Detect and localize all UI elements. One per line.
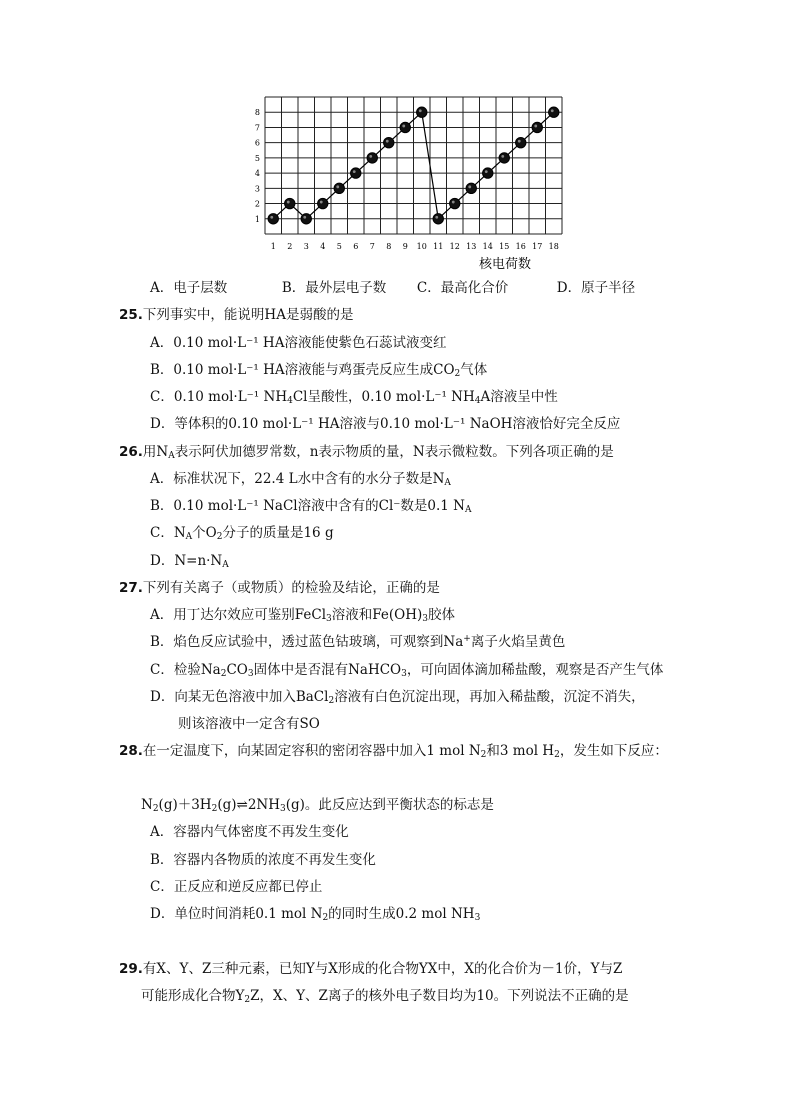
q28-option-d[interactable]: D．单位时间消耗0.1 mol $N_2$的同时生成0.2 mol $NH_3$ (150, 906, 481, 923)
x-tick-label: 13 (466, 242, 477, 251)
data-point-highlight (419, 109, 422, 112)
q27-number: 27. (119, 580, 143, 596)
data-point-highlight (452, 201, 455, 204)
x-tick-label: 5 (336, 242, 342, 251)
data-point-highlight (386, 140, 389, 143)
x-tick-label: 14 (482, 242, 493, 251)
chart-grid (265, 97, 562, 234)
data-point-highlight (468, 185, 471, 188)
x-tick-label: 12 (449, 242, 460, 251)
data-point (417, 107, 427, 117)
x-tick-label: 9 (402, 242, 408, 251)
q26-option-d[interactable]: D．$N=n\cdot N_A$ (150, 553, 229, 570)
q24-option-a[interactable]: A．电子层数 (150, 280, 228, 296)
x-tick-label: 17 (532, 242, 543, 251)
q27-option-c[interactable]: C．检验$Na_2CO_3$固体中是否混有NaHCO$_3$，可向固体滴加稀盐酸，观察是否产生气体 (150, 662, 664, 679)
q28-option-c[interactable]: C．正反应和逆反应都已停止 (150, 879, 323, 895)
q27-option-d-continued: 则该溶液中一定含有SO (178, 716, 320, 732)
q29-number: 29. (119, 961, 143, 977)
q29-stem-line2: 可能形成化合物$Y_2Z$，X、Y、Z离子的核外电子数目均为10。下列说法不正确的是 (141, 988, 629, 1005)
data-point (450, 198, 460, 208)
x-tick-label: 4 (320, 242, 326, 251)
y-tick-label: 6 (254, 138, 260, 148)
x-axis-ticks (271, 242, 559, 251)
y-axis-ticks (255, 108, 260, 224)
data-point-highlight (287, 201, 290, 204)
y-tick-label: 4 (254, 169, 260, 179)
q25-number: 25. (119, 307, 143, 323)
data-point-highlight (402, 125, 405, 128)
q27-option-b[interactable]: B．焰色反应试验中，透过蓝色钴玻璃，可观察到Na+离子火焰呈黄色 (150, 634, 566, 650)
q24-option-d[interactable]: D．原子半径 (556, 280, 636, 296)
data-point-highlight (551, 109, 554, 112)
y-tick-label: 5 (254, 153, 260, 163)
data-point-highlight (336, 185, 339, 188)
q27-option-d[interactable]: D．向某无色溶液中加入BaCl$_2$溶液有白色沉淀出现，再加入稀盐酸，沉淀不消失， (150, 689, 645, 706)
q25-option-b[interactable]: B．0.10 mol·L⁻¹ HA溶液能与鸡蛋壳反应生成$CO_2$气体 (150, 362, 488, 379)
q25-stem: 25.下列事实中，能说明HA是弱酸的是 (119, 307, 354, 323)
y-tick-label: 2 (254, 199, 260, 209)
q28-equation: $N_2(g)+3H_2(g)\rightleftharpoons 2NH_3(g)$。此反应达到平衡状态的标志是 (141, 797, 494, 814)
q28-option-b[interactable]: B．容器内各物质的浓度不再发生变化 (150, 852, 376, 868)
q24-option-c[interactable]: C．最高化合价 (416, 280, 509, 296)
data-point-highlight (534, 125, 537, 128)
data-point (466, 183, 476, 193)
data-point-highlight (353, 170, 356, 173)
y-tick-label: 7 (254, 123, 260, 133)
q27-option-a[interactable]: A．用丁达尔效应可鉴别FeCl$_3$溶液和$Fe(OH)_3$胶体 (150, 607, 455, 624)
data-point-highlight (303, 216, 306, 219)
data-point (268, 214, 278, 224)
q24-options (150, 279, 635, 297)
q25-option-a[interactable]: A．0.10 mol·L⁻¹ HA溶液能使紫色石蕊试液变红 (150, 335, 447, 351)
q28-option-a[interactable]: A．容器内气体密度不再发生变化 (150, 824, 349, 840)
data-point-highlight (270, 216, 273, 219)
data-point (532, 122, 542, 132)
data-point (367, 153, 377, 163)
nuclear-charge-chart (0, 0, 790, 280)
q26-option-b[interactable]: B．0.10 mol·L⁻¹ NaCl溶液中含有的Cl⁻数是0.1 $N_A$ (150, 498, 472, 515)
x-tick-label: 2 (287, 242, 293, 251)
q27-stem: 27.下列有关离子（或物质）的检验及结论，正确的是 (119, 580, 440, 596)
q25-option-c[interactable]: C．0.10 mol·L⁻¹ $NH_4Cl$呈酸性，0.10 mol·L⁻¹ $NH_4A$溶液呈中性 (150, 389, 558, 406)
q26-stem: 26.用$N_A$表示阿伏加德罗常数，n表示物质的量，N表示微粒数。下列各项正确的是 (119, 444, 614, 461)
x-tick-label: 11 (433, 242, 444, 251)
data-point-highlight (435, 216, 438, 219)
x-tick-label: 16 (515, 242, 526, 251)
data-point (384, 137, 394, 147)
data-point-highlight (518, 140, 521, 143)
data-point (433, 214, 443, 224)
q26-number: 26. (119, 444, 143, 460)
q28-number: 28. (119, 743, 143, 759)
y-tick-label: 8 (254, 108, 260, 118)
data-point-highlight (501, 155, 504, 158)
q26-option-c[interactable]: C．$N_A$个$O_2$分子的质量是16 g (150, 525, 334, 542)
x-tick-label: 8 (386, 242, 392, 251)
x-tick-label: 7 (369, 242, 375, 251)
data-point (351, 168, 361, 178)
data-point (334, 183, 344, 193)
x-tick-label: 3 (303, 242, 309, 251)
data-point (499, 153, 509, 163)
y-tick-label: 3 (254, 184, 260, 194)
data-point (400, 122, 410, 132)
y-tick-label: 1 (254, 214, 260, 224)
data-point (318, 198, 328, 208)
q28-stem: 28.在一定温度下，向某固定容积的密闭容器中加入1 mol $N_2$和3 mol $H_2$，发生如下反应： (119, 743, 668, 760)
x-axis-label: 核电荷数 (478, 257, 532, 272)
q29-stem-line1: 29.有X、Y、Z三种元素，已知Y与X形成的化合物YX中，X的化合价为－1价，Y与Z (119, 961, 623, 977)
data-point (301, 214, 311, 224)
data-point (285, 198, 295, 208)
data-point (483, 168, 493, 178)
data-point (549, 107, 559, 117)
x-tick-label: 15 (499, 242, 510, 251)
q24-option-b[interactable]: B．最外层电子数 (281, 280, 387, 296)
x-tick-label: 18 (548, 242, 559, 251)
q26-option-a[interactable]: A．标准状况下，22.4 L水中含有的水分子数是$N_A$ (150, 471, 451, 488)
data-point (516, 137, 526, 147)
data-point-highlight (320, 201, 323, 204)
x-tick-label: 10 (416, 242, 427, 251)
x-tick-label: 1 (270, 242, 276, 251)
x-tick-label: 6 (353, 242, 359, 251)
data-point-highlight (369, 155, 372, 158)
data-point-highlight (485, 170, 488, 173)
q25-option-d[interactable]: D．等体积的0.10 mol·L⁻¹ HA溶液与0.10 mol·L⁻¹ NaOH溶液恰好完全反应 (150, 416, 621, 432)
